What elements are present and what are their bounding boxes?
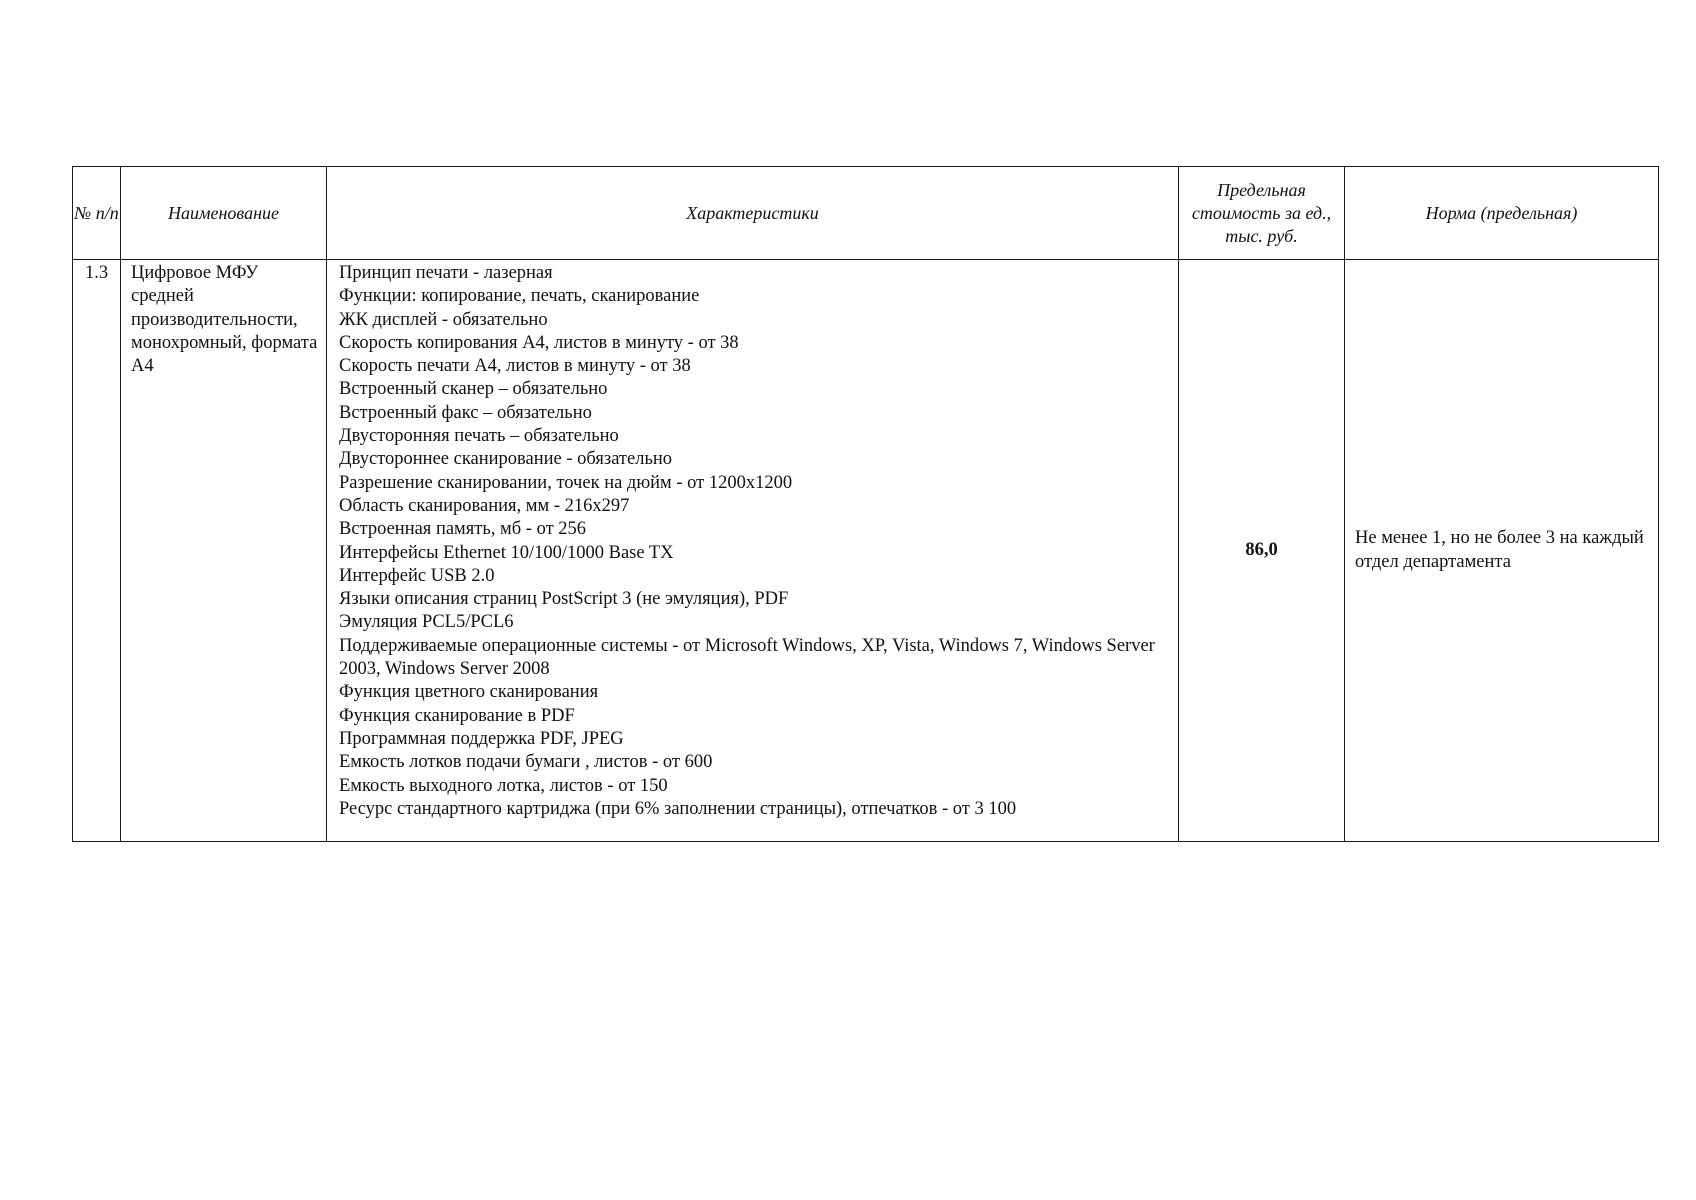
characteristic-line: Функции: копирование, печать, сканирование — [339, 286, 700, 307]
characteristic-line: Функция цветного сканирования — [339, 682, 599, 703]
header-characteristics: Характеристики — [327, 167, 1179, 260]
characteristic-line: Емкость выходного лотка, листов - от 150 — [339, 775, 668, 796]
characteristic-line: Емкость лотков подачи бумаги , листов - от 600 — [339, 752, 713, 773]
item-characteristics — [327, 260, 1179, 842]
characteristic-line: Языки описания страниц PostScript 3 (не эмуляция), PDF — [339, 589, 789, 610]
characteristic-line: Область сканирования, мм - 216x297 — [339, 495, 630, 516]
characteristic-line: Программная поддержка PDF, JPEG — [339, 728, 624, 749]
row-number: 1.3 — [73, 260, 121, 842]
characteristic-line: Встроенный сканер – обязательно — [339, 379, 608, 400]
characteristic-line: Встроенная память, мб - от 256 — [339, 519, 587, 540]
header-norm: Норма (предельная) — [1345, 167, 1659, 260]
characteristic-line: Разрешение сканировании, точек на дюйм - от 1200x1200 — [339, 472, 793, 493]
characteristic-line: Двусторонняя печать – обязательно — [339, 426, 619, 447]
characteristic-line: Встроенный факс – обязательно — [339, 402, 592, 423]
table-row — [73, 260, 1659, 842]
specification-table — [72, 166, 1659, 842]
characteristic-line: Эмуляция PCL5/PCL6 — [339, 612, 514, 633]
characteristic-line: Ресурс стандартного картриджа (при 6% заполнении страницы), отпечатков - от 3 100 — [339, 798, 1017, 819]
characteristic-line: Скорость копирования А4, листов в минуту - от 38 — [339, 332, 739, 353]
item-price: 86,0 — [1179, 260, 1345, 842]
characteristic-line: Двустороннее сканирование - обязательно — [339, 449, 673, 470]
item-norm: Не менее 1, но не более 3 на каждый отдел департамента — [1345, 260, 1659, 842]
header-name: Наименование — [121, 167, 327, 260]
header-price: Предельная стоимость за ед., тыс. руб. — [1179, 167, 1345, 260]
item-name: Цифровое МФУ средней производительности, монохромный, формата А4 — [121, 260, 327, 842]
characteristic-line: Скорость печати А4, листов в минуту - от 38 — [339, 356, 691, 377]
characteristic-line: ЖК дисплей - обязательно — [339, 309, 548, 330]
characteristic-line: Интерфейсы Ethernet 10/100/1000 Base TX — [339, 542, 674, 563]
header-num: № п/п — [73, 167, 121, 260]
characteristic-line: Функция сканирование в PDF — [339, 705, 575, 726]
characteristic-line: Поддерживаемые операционные системы - от Microsoft Windows, XP, Vista, Windows 7, Windows Server 2003, Windows Server 2008 — [339, 635, 1155, 680]
characteristic-line: Интерфейс USB 2.0 — [339, 565, 495, 586]
characteristic-line: Принцип печати - лазерная — [339, 263, 553, 283]
table-header-row — [73, 167, 1659, 260]
